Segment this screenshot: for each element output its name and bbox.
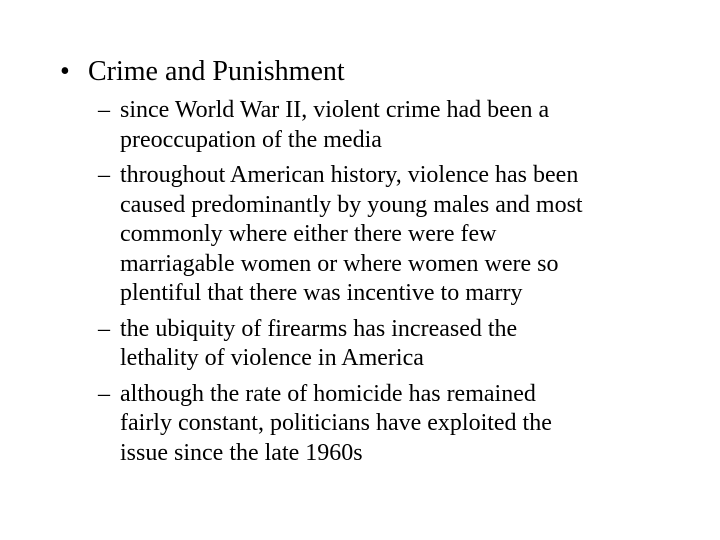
dash-icon: –	[98, 97, 110, 123]
sub-point-line: plentiful that there was incentive to marry	[120, 280, 523, 306]
bullet-icon: •	[60, 56, 70, 87]
sub-point	[98, 161, 698, 309]
sub-point-line: lethality of violence in America	[120, 345, 424, 371]
bullet-heading	[60, 54, 700, 90]
heading-text: Crime and Punishment	[88, 56, 345, 87]
sub-point-line: throughout American history, violence has been	[120, 162, 579, 188]
sub-point-line: fairly constant, politicians have exploited the	[120, 410, 552, 436]
sub-point-line: commonly where either there were few	[120, 221, 497, 247]
sub-point-line: issue since the late 1960s	[120, 439, 363, 466]
sub-point-line: marriagable women or where women were so	[120, 250, 559, 277]
sub-point	[98, 315, 698, 374]
sub-point-line: caused predominantly by young males and most	[120, 191, 583, 218]
dash-icon: –	[98, 162, 110, 188]
dash-icon: –	[98, 380, 110, 407]
sub-point-line: the ubiquity of firearms has increased the	[120, 315, 518, 342]
sub-point-line: although the rate of homicide has remained	[120, 380, 536, 407]
sub-point-list	[98, 96, 698, 474]
sub-point	[98, 96, 698, 155]
sub-point-line: preoccupation of the media	[120, 126, 382, 153]
sub-point	[98, 380, 698, 469]
dash-icon: –	[98, 315, 110, 342]
sub-point-line: since World War II, violent crime had been a	[120, 97, 550, 123]
